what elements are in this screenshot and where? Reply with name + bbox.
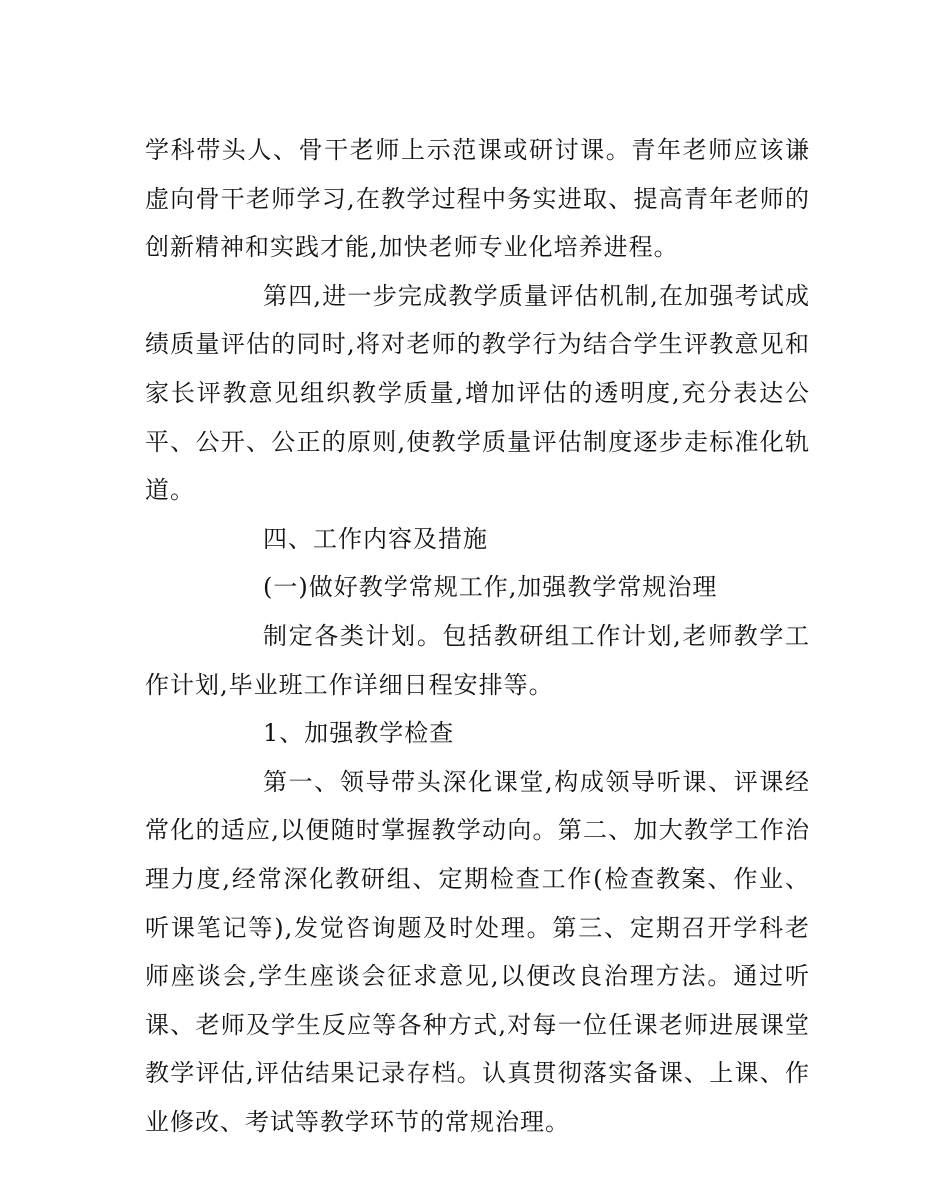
subheading-teaching-routine: (一)做好教学常规工作,加强教学常规治理 xyxy=(263,573,718,602)
section-heading-work-content: 四、工作内容及措施 xyxy=(263,524,488,553)
item-heading-teaching-inspection: 1、加强教学检查 xyxy=(263,719,455,748)
paragraph-continuation: 学科带头人、骨干老师上示范课或研讨课。青年老师应该谦虚向骨干老师学习,在教学过程中务实进取、提高青年老师的创新精神和实践才能,加快老师专业化培养进程。 xyxy=(145,136,810,262)
paragraph-inspection-details: 第一、领导带头深化课堂,构成领导听课、评课经常化的适应,以便随时掌握教学动向。第二、加大教学工作治理力度,经常深化教研组、定期检查工作(检查教案、作业、听课笔记等),发觉咨询题及时处理。第三、定期召开学科老师座谈会,学生座谈会征求意见,以便改良治理方法。通过听课、老师及学生反应等各种方式,对每一位任课老师进展课堂教学评估,评估结果记录存档。认真贯彻落实备课、上课、作业修改、考试等教学环节的常规治理。 xyxy=(145,767,810,1136)
document-page xyxy=(145,126,810,1146)
paragraph-plans: 制定各类计划。包括教研组工作计划,老师教学工作计划,毕业班工作详细日程安排等。 xyxy=(145,621,810,699)
paragraph-fourth-point: 第四,进一步完成教学质量评估机制,在加强考试成绩质量评估的同时,将对老师的教学行为结合学生评教意见和家长评教意见组织教学质量,增加评估的透明度,充分表达公平、公开、公正的原则,使教学质量评估制度逐步走标准化轨道。 xyxy=(145,281,810,505)
